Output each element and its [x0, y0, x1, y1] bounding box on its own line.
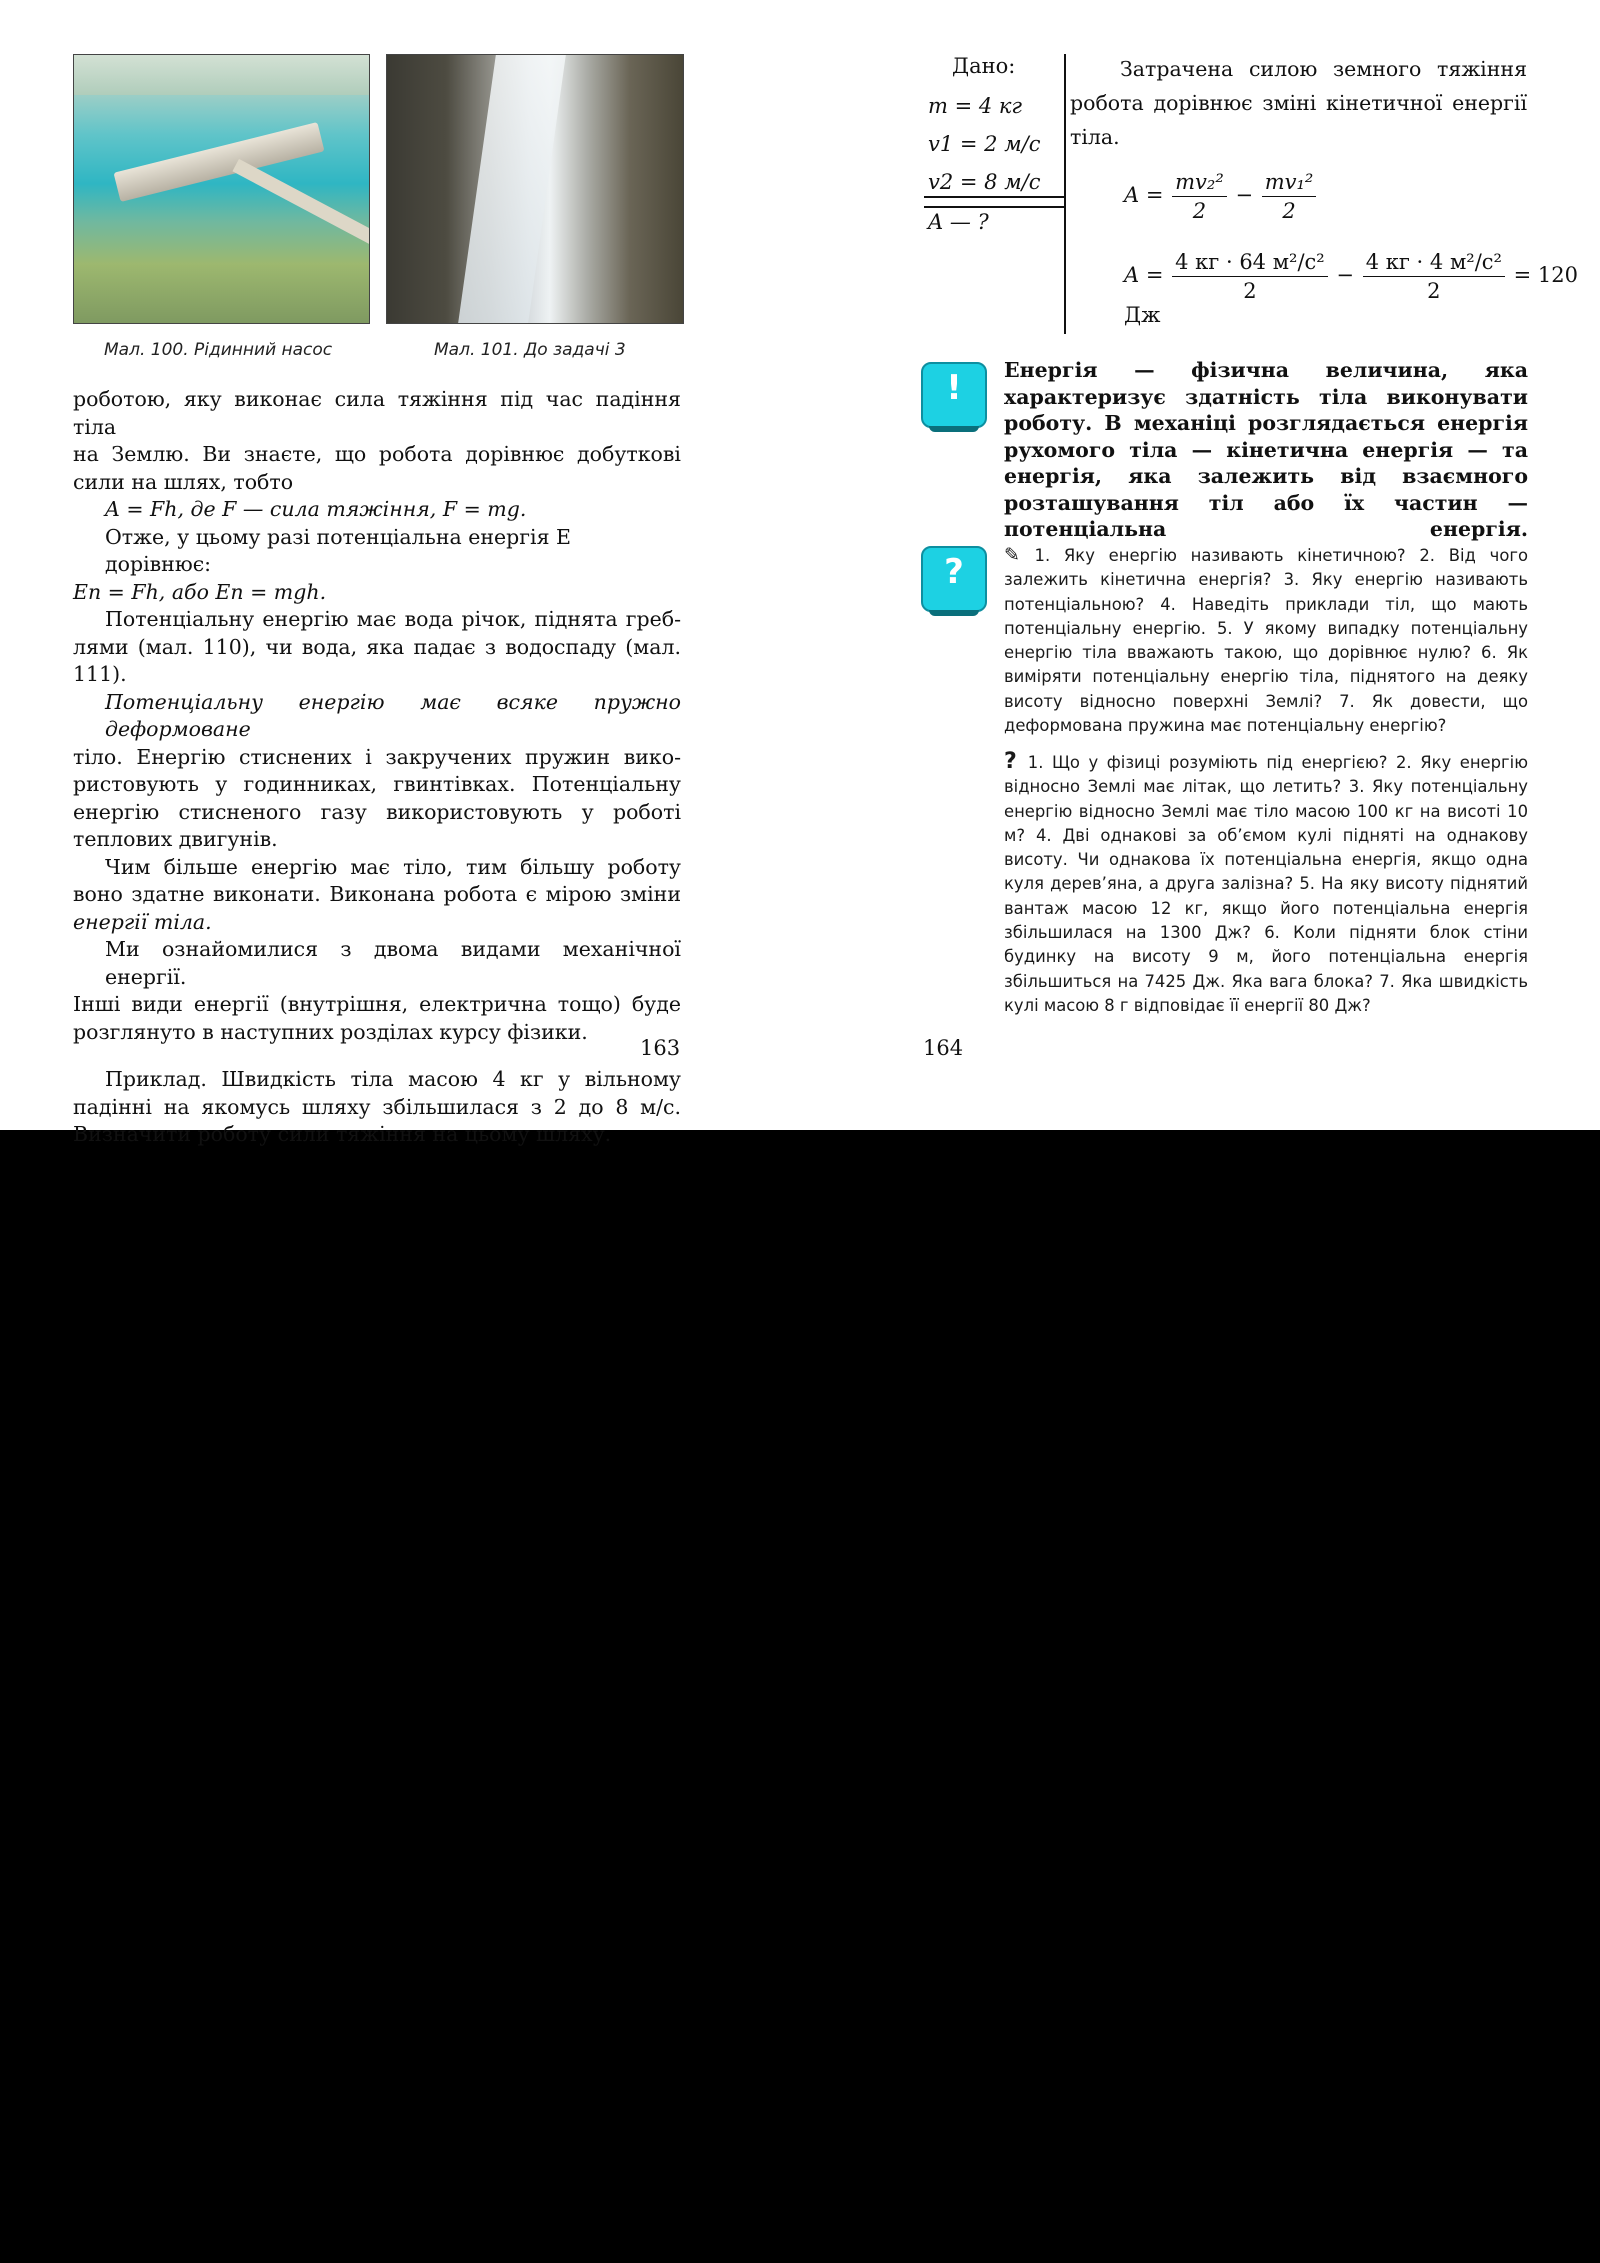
figure-101-caption: Мал. 101. До задачі 3	[434, 340, 626, 360]
formula-substitution	[1124, 250, 1600, 327]
formula-lhs: A =	[1124, 263, 1164, 287]
numerator: 4 кг · 4 м²/с²	[1363, 250, 1505, 277]
text-line: сили на шлях, тобто	[73, 469, 294, 494]
text-line: ристовують у годинниках, гвинтівках. Потенціальну	[73, 772, 681, 796]
page-number-left: 163	[640, 1036, 681, 1060]
text-line: робота дорівнює зміні кінетичної енергії	[1070, 91, 1527, 115]
minus-sign: −	[1235, 183, 1254, 207]
problems-text: 1. Що у фізиці розуміють під енергією? 2. Яку енергію відносно Землі має літак, що летить? 3. Яку потенціальну енергію відносно Землі має тіло масою 100 кг на висоті 10 м? 4. Дві однакові за об’ємом кулі підняті на однакову висоту. Чи однакова їх потенціальна енергія, якщо одна куля дерев’яна, а друга залізна? 5. На яку висоту піднятий вантаж масою 12 кг, якщо його потенціальна енергія збільшилася на 1300 Дж? 6. Коли підняти блок стіни будинку на висоту 9 м, його потенціальна енергія збільшиться на 7425 Дж. Яка вага блока? 7. Яка швидкість кулі масою 8 г відповідає її енергії 80 Дж?	[1004, 753, 1529, 1015]
info-icon: !	[921, 362, 987, 428]
text-line-italic: Потенціальну енергію має всяке пружно деформоване	[105, 689, 681, 741]
given-v2: v2 = 8 м/с	[928, 170, 1041, 194]
numerator: mv₁²	[1262, 170, 1317, 197]
text-line: енергію стисненого газу використовують у роботі	[73, 799, 681, 824]
given-title: Дано:	[952, 54, 1016, 78]
example-line: Приклад. Швидкість тіла масою 4 кг у вільному	[105, 1067, 681, 1091]
page-number-right: 164	[923, 1036, 964, 1060]
text-line: теплових двигунів.	[73, 827, 278, 851]
example-line: Визначити роботу сили тяжіння на цьому шляху.	[73, 1122, 612, 1146]
given-unknown: A — ?	[928, 210, 989, 234]
figure-101-waterfall-photo	[386, 54, 684, 324]
figure-100-caption: Мал. 100. Рідинний насос	[104, 340, 333, 360]
example-line: падінні на якомусь шляху збільшилася з 2 до 8 м/с.	[73, 1094, 681, 1119]
numerator: mv₂²	[1172, 170, 1227, 197]
text-line: роботою, яку виконає сила тяжіння під час падіння тіла	[73, 387, 681, 439]
given-divider	[924, 196, 1064, 198]
pencil-icon: ✎	[1004, 544, 1035, 566]
formula-lhs: A =	[1124, 183, 1164, 207]
formula-result: = 120 Дж	[1124, 263, 1578, 327]
question-icon: ?	[921, 546, 987, 612]
text-line: Чим більше енергію має тіло, тим більшу роботу	[105, 854, 681, 879]
text-line: енергії тіла.	[73, 909, 212, 934]
problems	[1004, 750, 1528, 1018]
text-line: воно здатне виконати. Виконана робота є мірою зміни	[73, 882, 681, 906]
text-line: тіла.	[1070, 125, 1120, 149]
denominator: 2	[1427, 279, 1441, 303]
denominator: 2	[1243, 279, 1257, 303]
numerator: 4 кг · 64 м²/с²	[1172, 250, 1328, 277]
given-divider	[924, 206, 1064, 208]
text-line: Отже, у цьому разі потенціальна енергія E дорівнює:	[105, 524, 572, 576]
solution-divider	[1064, 54, 1066, 334]
formula-ep: Eп = Fh, або Eп = mgh.	[73, 579, 327, 604]
given-mass: m = 4 кг	[928, 94, 1023, 118]
paragraph	[73, 386, 681, 1149]
formula-kinetic-difference	[1124, 170, 1318, 223]
text-line: Інші види енергії (внутрішня, електрична тощо) буде	[73, 992, 681, 1016]
text-line: Ми ознайомилися з двома видами механічної енергії.	[105, 937, 681, 989]
text-line: тіло. Енергію стиснених і закручених пружин вико-	[73, 744, 681, 769]
formula-a-fh: A = Fh, де F — сила тяжіння, F = mg.	[105, 497, 527, 521]
text-line: Затрачена силою земного тяжіння	[1120, 57, 1527, 81]
denominator: 2	[1282, 199, 1296, 223]
text-line: на Землю. Ви знаєте, що робота дорівнює добуткові	[73, 442, 681, 466]
denominator: 2	[1192, 199, 1207, 223]
review-questions	[1004, 543, 1528, 738]
minus-sign: −	[1336, 263, 1355, 287]
given-v1: v1 = 2 м/с	[928, 132, 1041, 156]
question-mark-icon: ?	[1004, 749, 1028, 774]
text-line: лями (мал. 110), чи вода, яка падає з водоспаду (мал. 111).	[73, 634, 681, 686]
text-line: Потенціальну енергію має вода річок, піднята греб-	[105, 607, 681, 631]
figure-100-dam-photo	[73, 54, 370, 324]
review-questions-text: 1. Яку енергію називають кінетичною? 2. Від чого залежить кінетична енергія? 3. Яку енергію називають потенціальною? 4. Наведіть приклади тіл, що мають потенціальну енергію. 5. У якому випадку потенціальну енергію тіла вважають такою, що дорівнює нулю? 6. Як виміряти потенціальну енергію тіла, піднятого на деяку висоту відносно поверхні Землі? 7. Як довести, що деформована пружина має потенціальну енергію?	[1004, 546, 1528, 736]
text-line: розглянуто в наступних розділах курсу фізики.	[73, 1019, 588, 1044]
energy-definition: Енергія — фізична величина, яка характеризує здатність тіла виконувати роботу. В механіці розглядається енергія рухомого тіла — кінетична енергія — та енергія, яка залежить від взаємного розташування тіл або їх частин — потенціальна енергія.	[1004, 358, 1528, 541]
solution-text	[1070, 52, 1527, 154]
